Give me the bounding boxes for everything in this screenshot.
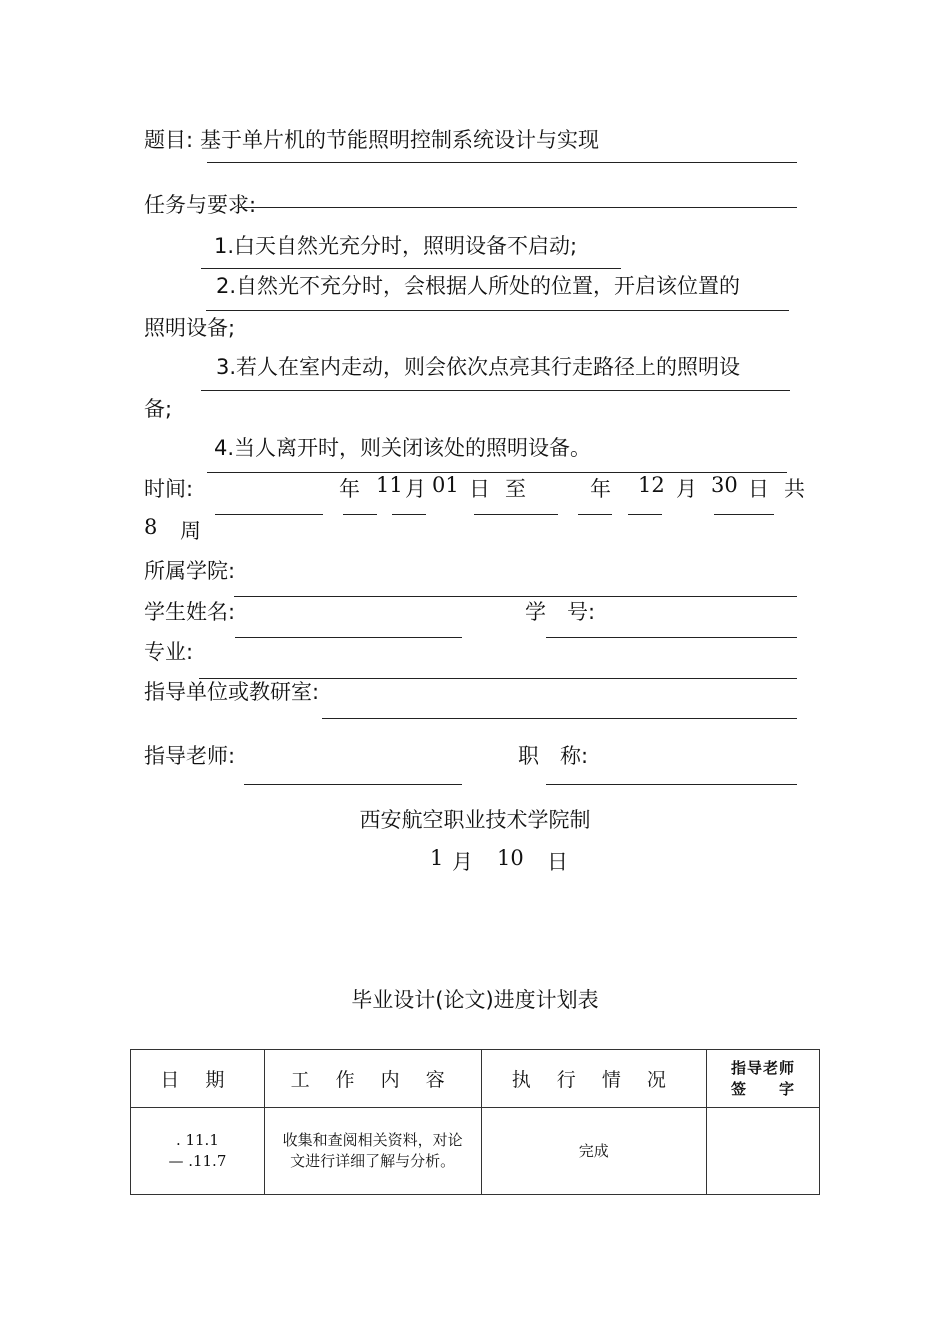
task-item-1: 1.白天自然光充分时，照明设备不启动;: [214, 234, 578, 258]
header-status: 执 行 情 况: [481, 1050, 707, 1108]
time-month-2-blank: [578, 514, 612, 515]
student-name-blank: [235, 637, 462, 638]
time-label: 时间:: [144, 477, 194, 501]
advisor-title-label: 职 称:: [518, 744, 589, 768]
title-underline: [207, 162, 797, 163]
college-label: 所属学院:: [144, 559, 236, 583]
time-to: 至: [505, 477, 526, 501]
time-month-1-unit: 月: [405, 477, 426, 501]
row-status: 完成: [481, 1108, 707, 1195]
time-year-1-blank: [215, 514, 323, 515]
time-weeks: 8: [144, 515, 158, 539]
college-blank: [234, 596, 797, 597]
task-item-2-underline: [206, 310, 789, 311]
task-item-4: 4.当人离开时，则关闭该处的照明设备。: [214, 436, 592, 460]
time-day-2-blank: [628, 514, 662, 515]
student-no-label: 学 号:: [525, 600, 596, 624]
time-day-1-blank: [392, 514, 426, 515]
header-signature-line-2: 签 字: [731, 1079, 796, 1098]
table-header-row: [131, 1050, 820, 1108]
advisor-label: 指导老师:: [144, 744, 236, 768]
header-date: 日 期: [131, 1050, 265, 1108]
header-signature-line-1: 指导老师: [731, 1058, 796, 1077]
task-item-3-line-1: 3.若人在室内走动，则会依次点亮其行走路径上的照明设: [216, 355, 741, 379]
advisor-blank: [244, 784, 462, 785]
task-item-2-line-1: 2.自然光不充分时，会根据人所处的位置，开启该位置的: [216, 274, 741, 298]
time-month-2-unit: 月: [676, 477, 697, 501]
issuing-institution: 西安航空职业技术学院制: [359, 808, 591, 832]
row-content: 收集和查阅相关资料，对论文进行详细了解与分析。: [264, 1108, 481, 1195]
unit-label: 指导单位或教研室:: [144, 680, 320, 704]
progress-plan-table: [130, 1049, 820, 1195]
student-no-blank: [546, 637, 797, 638]
task-item-1-underline: [201, 268, 621, 269]
time-month-1-blank: [343, 514, 377, 515]
footer-date-day-unit: 日: [547, 850, 568, 874]
header-content: 工 作 内 容: [264, 1050, 481, 1108]
time-weeks-unit: 周: [180, 519, 201, 543]
thesis-title: 基于单片机的节能照明控制系统设计与实现: [200, 128, 599, 152]
time-month-2: 12: [638, 473, 665, 497]
title-label: 题目:: [144, 128, 194, 152]
header-signature: [707, 1050, 820, 1108]
time-year-1-unit: 年: [339, 477, 360, 501]
row-date-line-2: — .11.7: [168, 1152, 227, 1170]
task-item-3-line-2: 备;: [144, 397, 173, 421]
time-weeks-blank: [714, 514, 774, 515]
time-day-1-unit: 日: [469, 477, 490, 501]
time-month-1: 11: [376, 473, 403, 497]
footer-date-month-unit: 月: [452, 850, 473, 874]
task-item-2-line-2: 照明设备;: [144, 316, 236, 340]
task-item-4-underline: [207, 472, 787, 473]
advisor-title-blank: [546, 784, 797, 785]
plan-heading: 毕业设计(论文)进度计划表: [351, 988, 599, 1012]
table-row: [131, 1108, 820, 1195]
task-item-3-underline: [201, 390, 790, 391]
task-underline: [238, 207, 797, 208]
unit-blank: [322, 718, 797, 719]
row-date-line-1: . 11.1: [175, 1131, 219, 1149]
row-date: [131, 1108, 265, 1195]
time-total: 共: [784, 477, 805, 501]
task-label: 任务与要求:: [144, 193, 257, 217]
time-year-2-blank: [474, 514, 558, 515]
student-name-label: 学生姓名:: [144, 600, 236, 624]
row-signature: [707, 1108, 820, 1195]
time-day-1: 01: [432, 473, 459, 497]
time-day-2-unit: 日: [748, 477, 769, 501]
major-label: 专业:: [144, 640, 194, 664]
footer-date-month: 1: [430, 846, 444, 870]
time-day-2: 30: [711, 473, 738, 497]
footer-date-day: 10: [497, 846, 524, 870]
time-year-2-unit: 年: [590, 477, 611, 501]
